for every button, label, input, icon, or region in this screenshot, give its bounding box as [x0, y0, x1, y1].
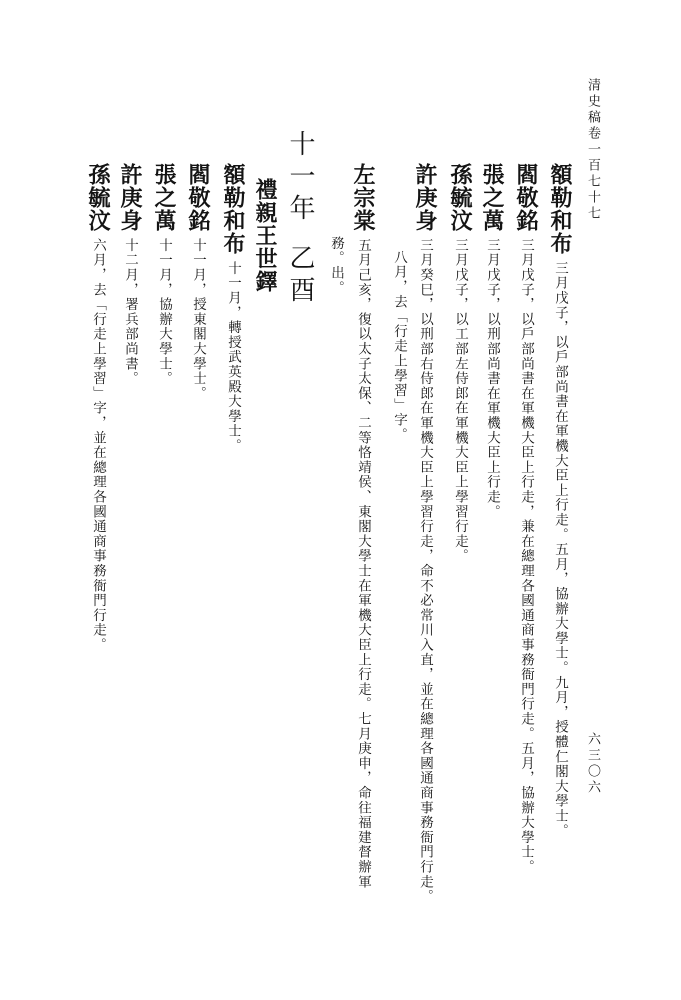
- page-number: 六三〇六: [585, 732, 600, 796]
- official-name: 禮親王世鐸: [252, 178, 278, 293]
- entry-text: 十一月，授東閣大學士。: [190, 238, 206, 401]
- entry-sun-yu-wen: [449, 163, 471, 564]
- official-name: 孫毓汶: [447, 163, 473, 232]
- entry-text: 三月戊子，以戶部尚書在軍機大臣上行走。五月，協辦大學士。九月，授體仁閣大學士。: [552, 261, 568, 839]
- entry-continuation: 務。出。: [328, 236, 344, 296]
- entry-li-qin-wang: [254, 178, 276, 299]
- official-name: 許庚身: [117, 163, 143, 232]
- entry-text: 三月癸巳，以刑部右侍郎在軍機大臣上學習行走，命不必常川入直，並在總理各國通商事務衙門行走。: [417, 238, 433, 904]
- entry-e-le-he-bu: [549, 163, 571, 838]
- entry-text: 三月戊子，以戶部尚書在軍機大臣上行走，兼在總理各國通商事務衙門行走。五月，協辦大學士。: [518, 238, 534, 875]
- official-name: 張之萬: [151, 163, 177, 232]
- entry-zhang-zhi-wan-2: [153, 163, 175, 386]
- official-name: 左宗棠: [350, 163, 376, 232]
- entry-text: 三月戊子，以工部左侍郎在軍機大臣上學習行走。: [452, 238, 468, 564]
- ganzhi-label: 乙酉: [285, 244, 315, 308]
- entry-continuation: 八月，去「行走上學習」字。: [391, 250, 407, 443]
- official-name: 額勒和布: [220, 163, 246, 255]
- entry-xu-geng-shen-2: [119, 163, 141, 386]
- entry-e-le-he-bu-2: [222, 163, 244, 453]
- entry-text: 十一月，轉授武英殿大學士。: [225, 261, 241, 454]
- official-name: 許庚身: [412, 163, 438, 232]
- entry-sun-yu-wen-2: [87, 163, 109, 652]
- entry-yan-jing-ming-2: [187, 163, 209, 401]
- entry-text: 十一月，協辦大學士。: [156, 238, 172, 386]
- official-name: 閻敬銘: [185, 163, 211, 232]
- entry-xu-geng-shen: [414, 163, 436, 904]
- year-label: 十一年: [285, 130, 315, 226]
- entry-zuo-zong-tang: [352, 163, 374, 889]
- entry-text: 六月，去「行走上學習」字，並在總理各國通商事務衙門行走。: [90, 238, 106, 653]
- book-title: 清史稿卷一百七十七: [585, 78, 600, 222]
- entry-text: 三月戊子，以刑部尚書在軍機大臣上行走。: [484, 238, 500, 520]
- official-name: 額勒和布: [547, 163, 573, 255]
- entry-zhang-zhi-wan: [481, 163, 503, 519]
- year-heading: [287, 130, 313, 308]
- official-name: 張之萬: [479, 163, 505, 232]
- official-name: 閻敬銘: [513, 163, 539, 232]
- entry-yan-jing-ming: [515, 163, 537, 874]
- entry-text: 五月己亥，復以太子太保、二等恪靖侯、東閣大學士在軍機大臣上行走。七月庚申，命往福建督辦軍: [355, 238, 371, 890]
- official-name: 孫毓汶: [85, 163, 111, 232]
- entry-text: 十二月，署兵部尚書。: [122, 238, 138, 386]
